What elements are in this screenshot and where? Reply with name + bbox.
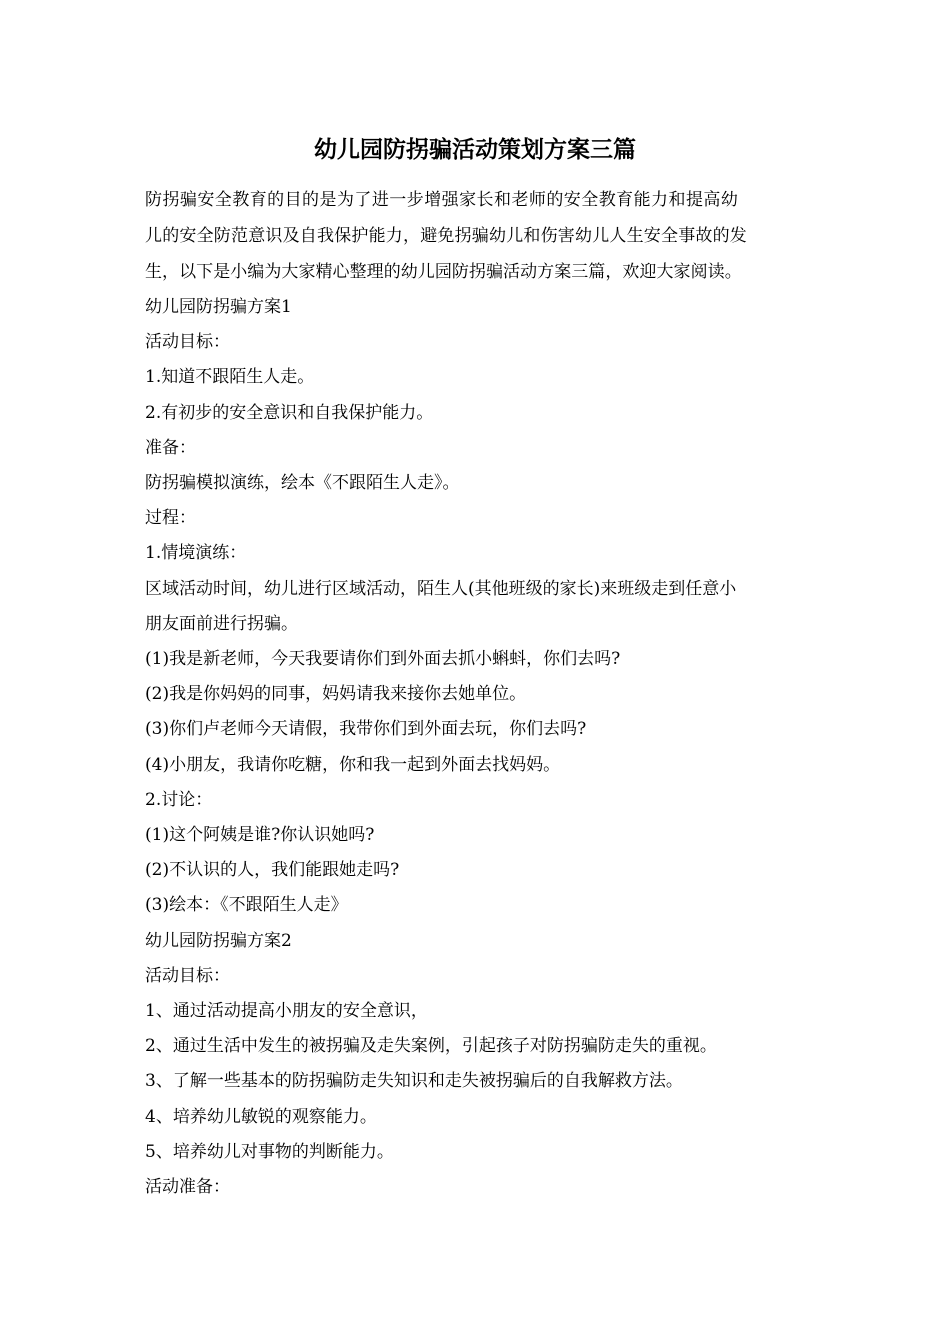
list-item: (2)我是你妈妈的同事，妈妈请我来接你去她单位。: [145, 684, 527, 705]
intro-line: 儿的安全防范意识及自我保护能力，避免拐骗幼儿和伤害幼儿人生安全事故的发: [145, 226, 747, 246]
document-title: 幼儿园防拐骗活动策划方案三篇: [314, 136, 636, 163]
subheading-preparation: 准备：: [145, 437, 196, 458]
list-item: 3、了解一些基本的防拐骗防走失知识和走失被拐骗后的自我解救方法。: [145, 1071, 683, 1092]
list-item: (1)我是新老师，今天我要请你们到外面去抓小蝌蚪，你们去吗?: [145, 649, 621, 670]
subheading-goals: 活动目标：: [145, 965, 230, 986]
section-heading-plan-1: 幼儿园防拐骗方案1: [145, 297, 292, 317]
list-item: 4、培养幼儿敏锐的观察能力。: [145, 1106, 377, 1127]
body-text: 区域活动时间，幼儿进行区域活动，陌生人(其他班级的家长)来班级走到任意小: [145, 578, 737, 599]
list-item: 5、培养幼儿对事物的判断能力。: [145, 1141, 394, 1162]
document-body: [145, 290, 809, 1205]
list-item: 2、通过生活中发生的被拐骗及走失案例，引起孩子对防拐骗防走失的重视。: [145, 1036, 717, 1057]
list-item: 1.知道不跟陌生人走。: [145, 367, 315, 388]
list-item: (2)不认识的人，我们能跟她走吗?: [145, 860, 400, 881]
intro-line: 防拐骗安全教育的目的是为了进一步增强家长和老师的安全教育能力和提高幼: [145, 190, 739, 210]
subheading-activity-preparation: 活动准备：: [145, 1177, 230, 1198]
subheading-goals: 活动目标：: [145, 332, 230, 353]
list-item: (1)这个阿姨是谁?你认识她吗?: [145, 825, 375, 846]
section-heading-plan-2: 幼儿园防拐骗方案2: [145, 930, 292, 951]
list-item: (4)小朋友，我请你吃糖，你和我一起到外面去找妈妈。: [145, 754, 561, 775]
subheading-process: 过程：: [145, 508, 196, 529]
list-item: (3)绘本：《不跟陌生人走》: [145, 895, 348, 916]
body-text: 防拐骗模拟演练，绘本《不跟陌生人走》。: [145, 473, 460, 494]
body-text: 朋友面前进行拐骗。: [145, 613, 298, 634]
list-item: (3)你们卢老师今天请假，我带你们到外面去玩，你们去吗?: [145, 719, 587, 740]
intro-paragraph: [145, 182, 809, 290]
list-item: 1.情境演练：: [145, 543, 247, 564]
intro-line: 生，以下是小编为大家精心整理的幼儿园防拐骗活动方案三篇，欢迎大家阅读。: [145, 262, 742, 282]
list-item: 2.有初步的安全意识和自我保护能力。: [145, 402, 434, 423]
list-item: 1、通过活动提高小朋友的安全意识，: [145, 1001, 428, 1022]
list-item: 2.讨论：: [145, 789, 213, 810]
